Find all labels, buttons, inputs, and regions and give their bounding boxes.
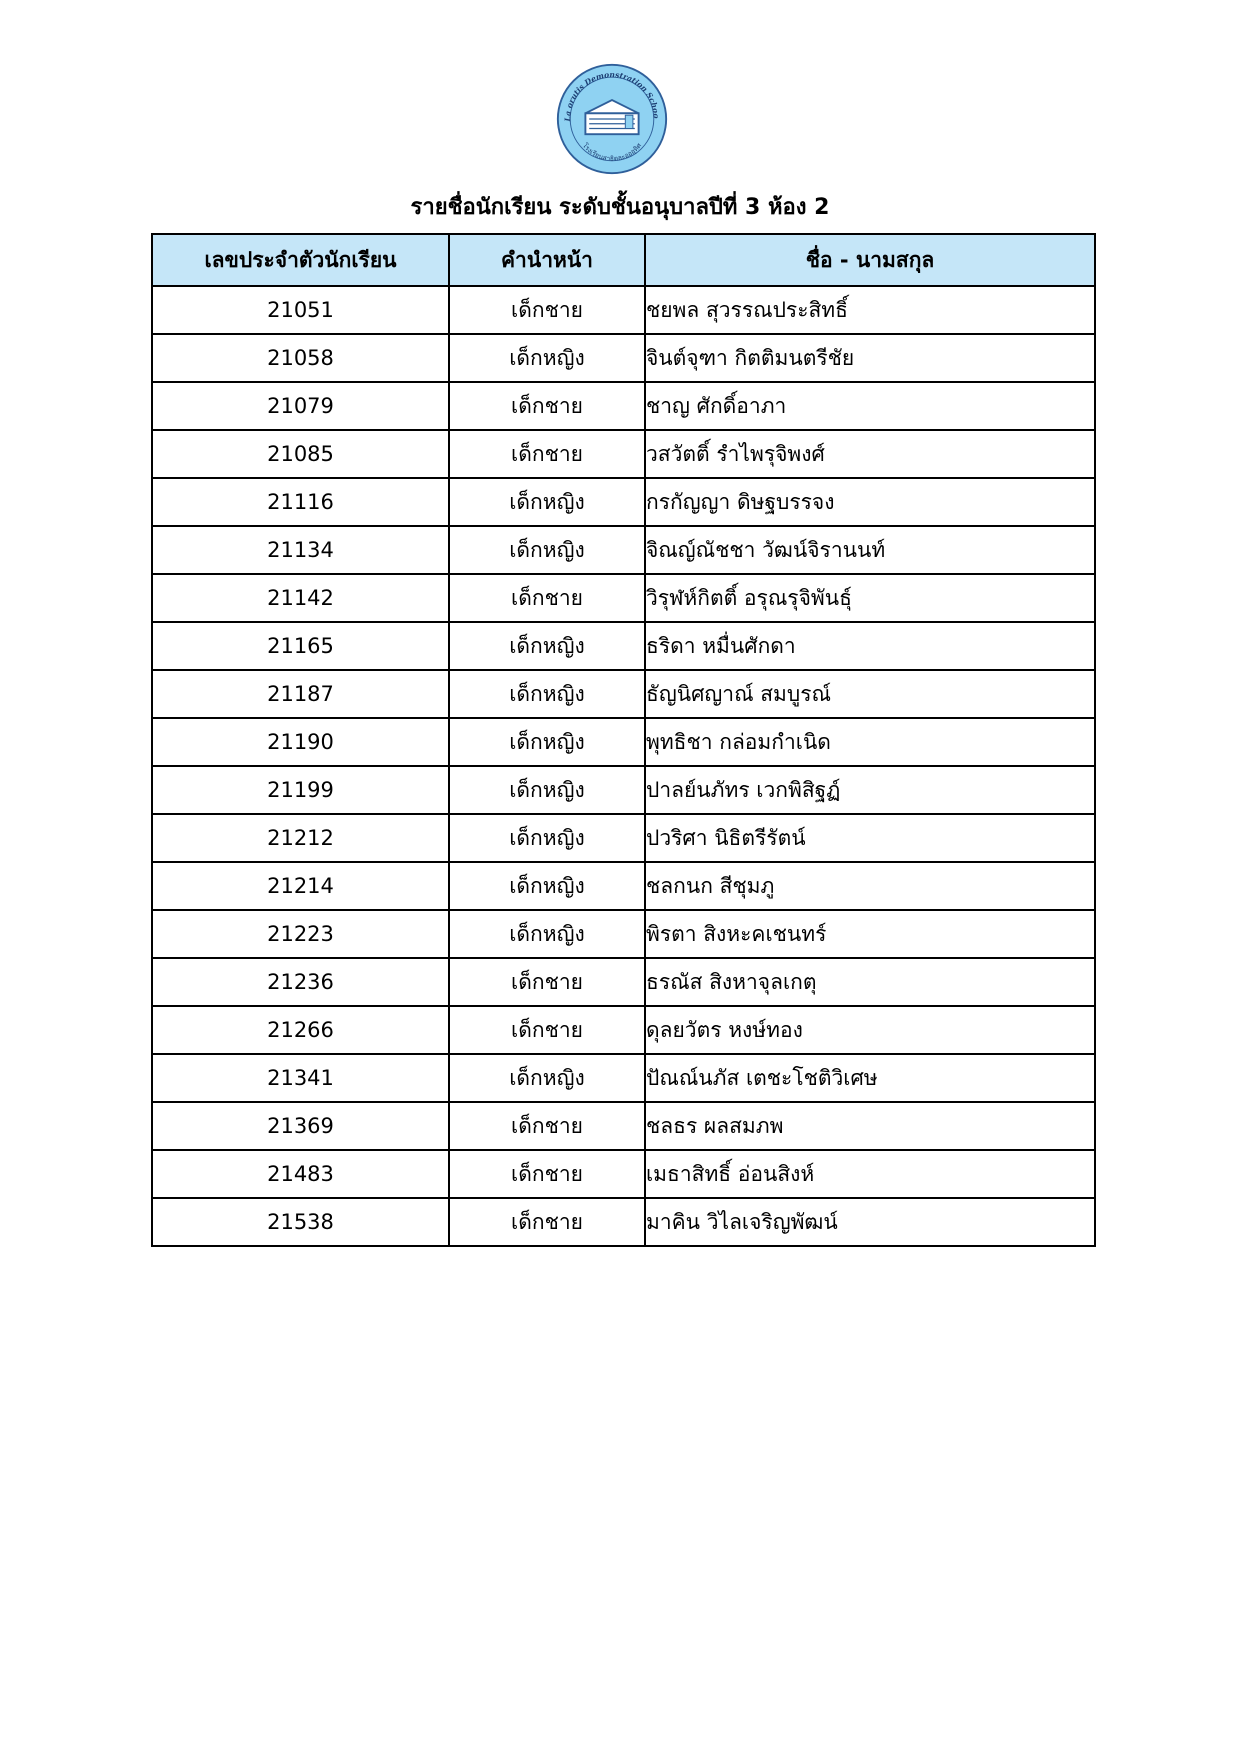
full-name-cell: ชลกนก สีชุมภู — [645, 862, 1095, 910]
prefix-cell: เด็กหญิง — [449, 814, 645, 862]
prefix-cell: เด็กชาย — [449, 1006, 645, 1054]
student-id-cell: 21190 — [152, 718, 449, 766]
table-row — [152, 382, 1095, 430]
student-id-cell: 21116 — [152, 478, 449, 526]
table-row — [152, 718, 1095, 766]
header-prefix: คำนำหน้า — [449, 234, 645, 286]
table-row — [152, 574, 1095, 622]
header-student-id: เลขประจำตัวนักเรียน — [152, 234, 449, 286]
full-name-cell: วิรุฬห์กิตติ์ อรุณรุจิพันธุ์ — [645, 574, 1095, 622]
prefix-cell: เด็กชาย — [449, 958, 645, 1006]
full-name-cell: ธริดา หมื่นศักดา — [645, 622, 1095, 670]
full-name-cell: พุทธิชา กล่อมกำเนิด — [645, 718, 1095, 766]
student-id-cell: 21079 — [152, 382, 449, 430]
table-row — [152, 814, 1095, 862]
prefix-cell: เด็กชาย — [449, 382, 645, 430]
table-row — [152, 862, 1095, 910]
student-id-cell: 21058 — [152, 334, 449, 382]
full-name-cell: จิณญ์ณัชชา วัฒน์จิรานนท์ — [645, 526, 1095, 574]
table-row — [152, 1102, 1095, 1150]
table-row — [152, 1054, 1095, 1102]
prefix-cell: เด็กหญิง — [449, 622, 645, 670]
prefix-cell: เด็กชาย — [449, 1198, 645, 1246]
prefix-cell: เด็กหญิง — [449, 766, 645, 814]
table-row — [152, 478, 1095, 526]
full-name-cell: วสวัตติ์ รำไพรุจิพงศ์ — [645, 430, 1095, 478]
student-id-cell: 21199 — [152, 766, 449, 814]
student-id-cell: 21223 — [152, 910, 449, 958]
full-name-cell: จินต์จุฑา กิตติมนตรีชัย — [645, 334, 1095, 382]
student-id-cell: 21369 — [152, 1102, 449, 1150]
table-row — [152, 1006, 1095, 1054]
table-row — [152, 766, 1095, 814]
student-id-cell: 21212 — [152, 814, 449, 862]
table-row — [152, 334, 1095, 382]
full-name-cell: ดุลยวัตร หงษ์ทอง — [645, 1006, 1095, 1054]
full-name-cell: กรกัญญา ดิษฐบรรจง — [645, 478, 1095, 526]
prefix-cell: เด็กชาย — [449, 1102, 645, 1150]
table-row — [152, 622, 1095, 670]
student-id-cell: 21214 — [152, 862, 449, 910]
full-name-cell: ชลธร ผลสมภพ — [645, 1102, 1095, 1150]
prefix-cell: เด็กชาย — [449, 286, 645, 334]
full-name-cell: ชยพล สุวรรณประสิทธิ์ — [645, 286, 1095, 334]
prefix-cell: เด็กชาย — [449, 430, 645, 478]
full-name-cell: พิรตา สิงหะคเชนทร์ — [645, 910, 1095, 958]
full-name-cell: เมธาสิทธิ์ อ่อนสิงห์ — [645, 1150, 1095, 1198]
table-row — [152, 1198, 1095, 1246]
table-header-row — [152, 234, 1095, 286]
prefix-cell: เด็กหญิง — [449, 334, 645, 382]
table-row — [152, 286, 1095, 334]
student-id-cell: 21266 — [152, 1006, 449, 1054]
prefix-cell: เด็กหญิง — [449, 1054, 645, 1102]
page-title: รายชื่อนักเรียน ระดับชั้นอนุบาลปีที่ 3 ห้อง 2 — [410, 195, 830, 220]
full-name-cell: ธรณัส สิงหาจุลเกตุ — [645, 958, 1095, 1006]
prefix-cell: เด็กหญิง — [449, 910, 645, 958]
table-row — [152, 958, 1095, 1006]
logo-text-bottom: โรงเรียนสาธิตละอออุทิศ — [580, 141, 644, 163]
full-name-cell: ธัญนิศญาณ์ สมบูรณ์ — [645, 670, 1095, 718]
full-name-cell: ปัณณ์นภัส เตชะโชติวิเศษ — [645, 1054, 1095, 1102]
logo-text-top: La orutis Demonstration Schoo — [563, 70, 661, 122]
student-id-cell: 21187 — [152, 670, 449, 718]
student-id-cell: 21142 — [152, 574, 449, 622]
full-name-cell: ปวริศา นิธิตรีรัตน์ — [645, 814, 1095, 862]
prefix-cell: เด็กหญิง — [449, 862, 645, 910]
student-id-cell: 21165 — [152, 622, 449, 670]
student-id-cell: 21483 — [152, 1150, 449, 1198]
prefix-cell: เด็กหญิง — [449, 478, 645, 526]
student-id-cell: 21051 — [152, 286, 449, 334]
student-id-cell: 21538 — [152, 1198, 449, 1246]
student-id-cell: 21134 — [152, 526, 449, 574]
full-name-cell: ชาญ ศักดิ์อาภา — [645, 382, 1095, 430]
full-name-cell: ปาลย์นภัทร เวกพิสิฐฏ์ — [645, 766, 1095, 814]
table-row — [152, 1150, 1095, 1198]
full-name-cell: มาคิน วิไลเจริญพัฒน์ — [645, 1198, 1095, 1246]
student-roster-table — [151, 233, 1096, 1247]
student-id-cell: 21085 — [152, 430, 449, 478]
table-row — [152, 910, 1095, 958]
school-logo — [555, 62, 669, 176]
header-full-name: ชื่อ - นามสกุล — [645, 234, 1095, 286]
table-row — [152, 430, 1095, 478]
student-id-cell: 21341 — [152, 1054, 449, 1102]
student-id-cell: 21236 — [152, 958, 449, 1006]
table-row — [152, 670, 1095, 718]
prefix-cell: เด็กหญิง — [449, 670, 645, 718]
prefix-cell: เด็กหญิง — [449, 526, 645, 574]
prefix-cell: เด็กหญิง — [449, 718, 645, 766]
prefix-cell: เด็กชาย — [449, 574, 645, 622]
prefix-cell: เด็กชาย — [449, 1150, 645, 1198]
table-row — [152, 526, 1095, 574]
